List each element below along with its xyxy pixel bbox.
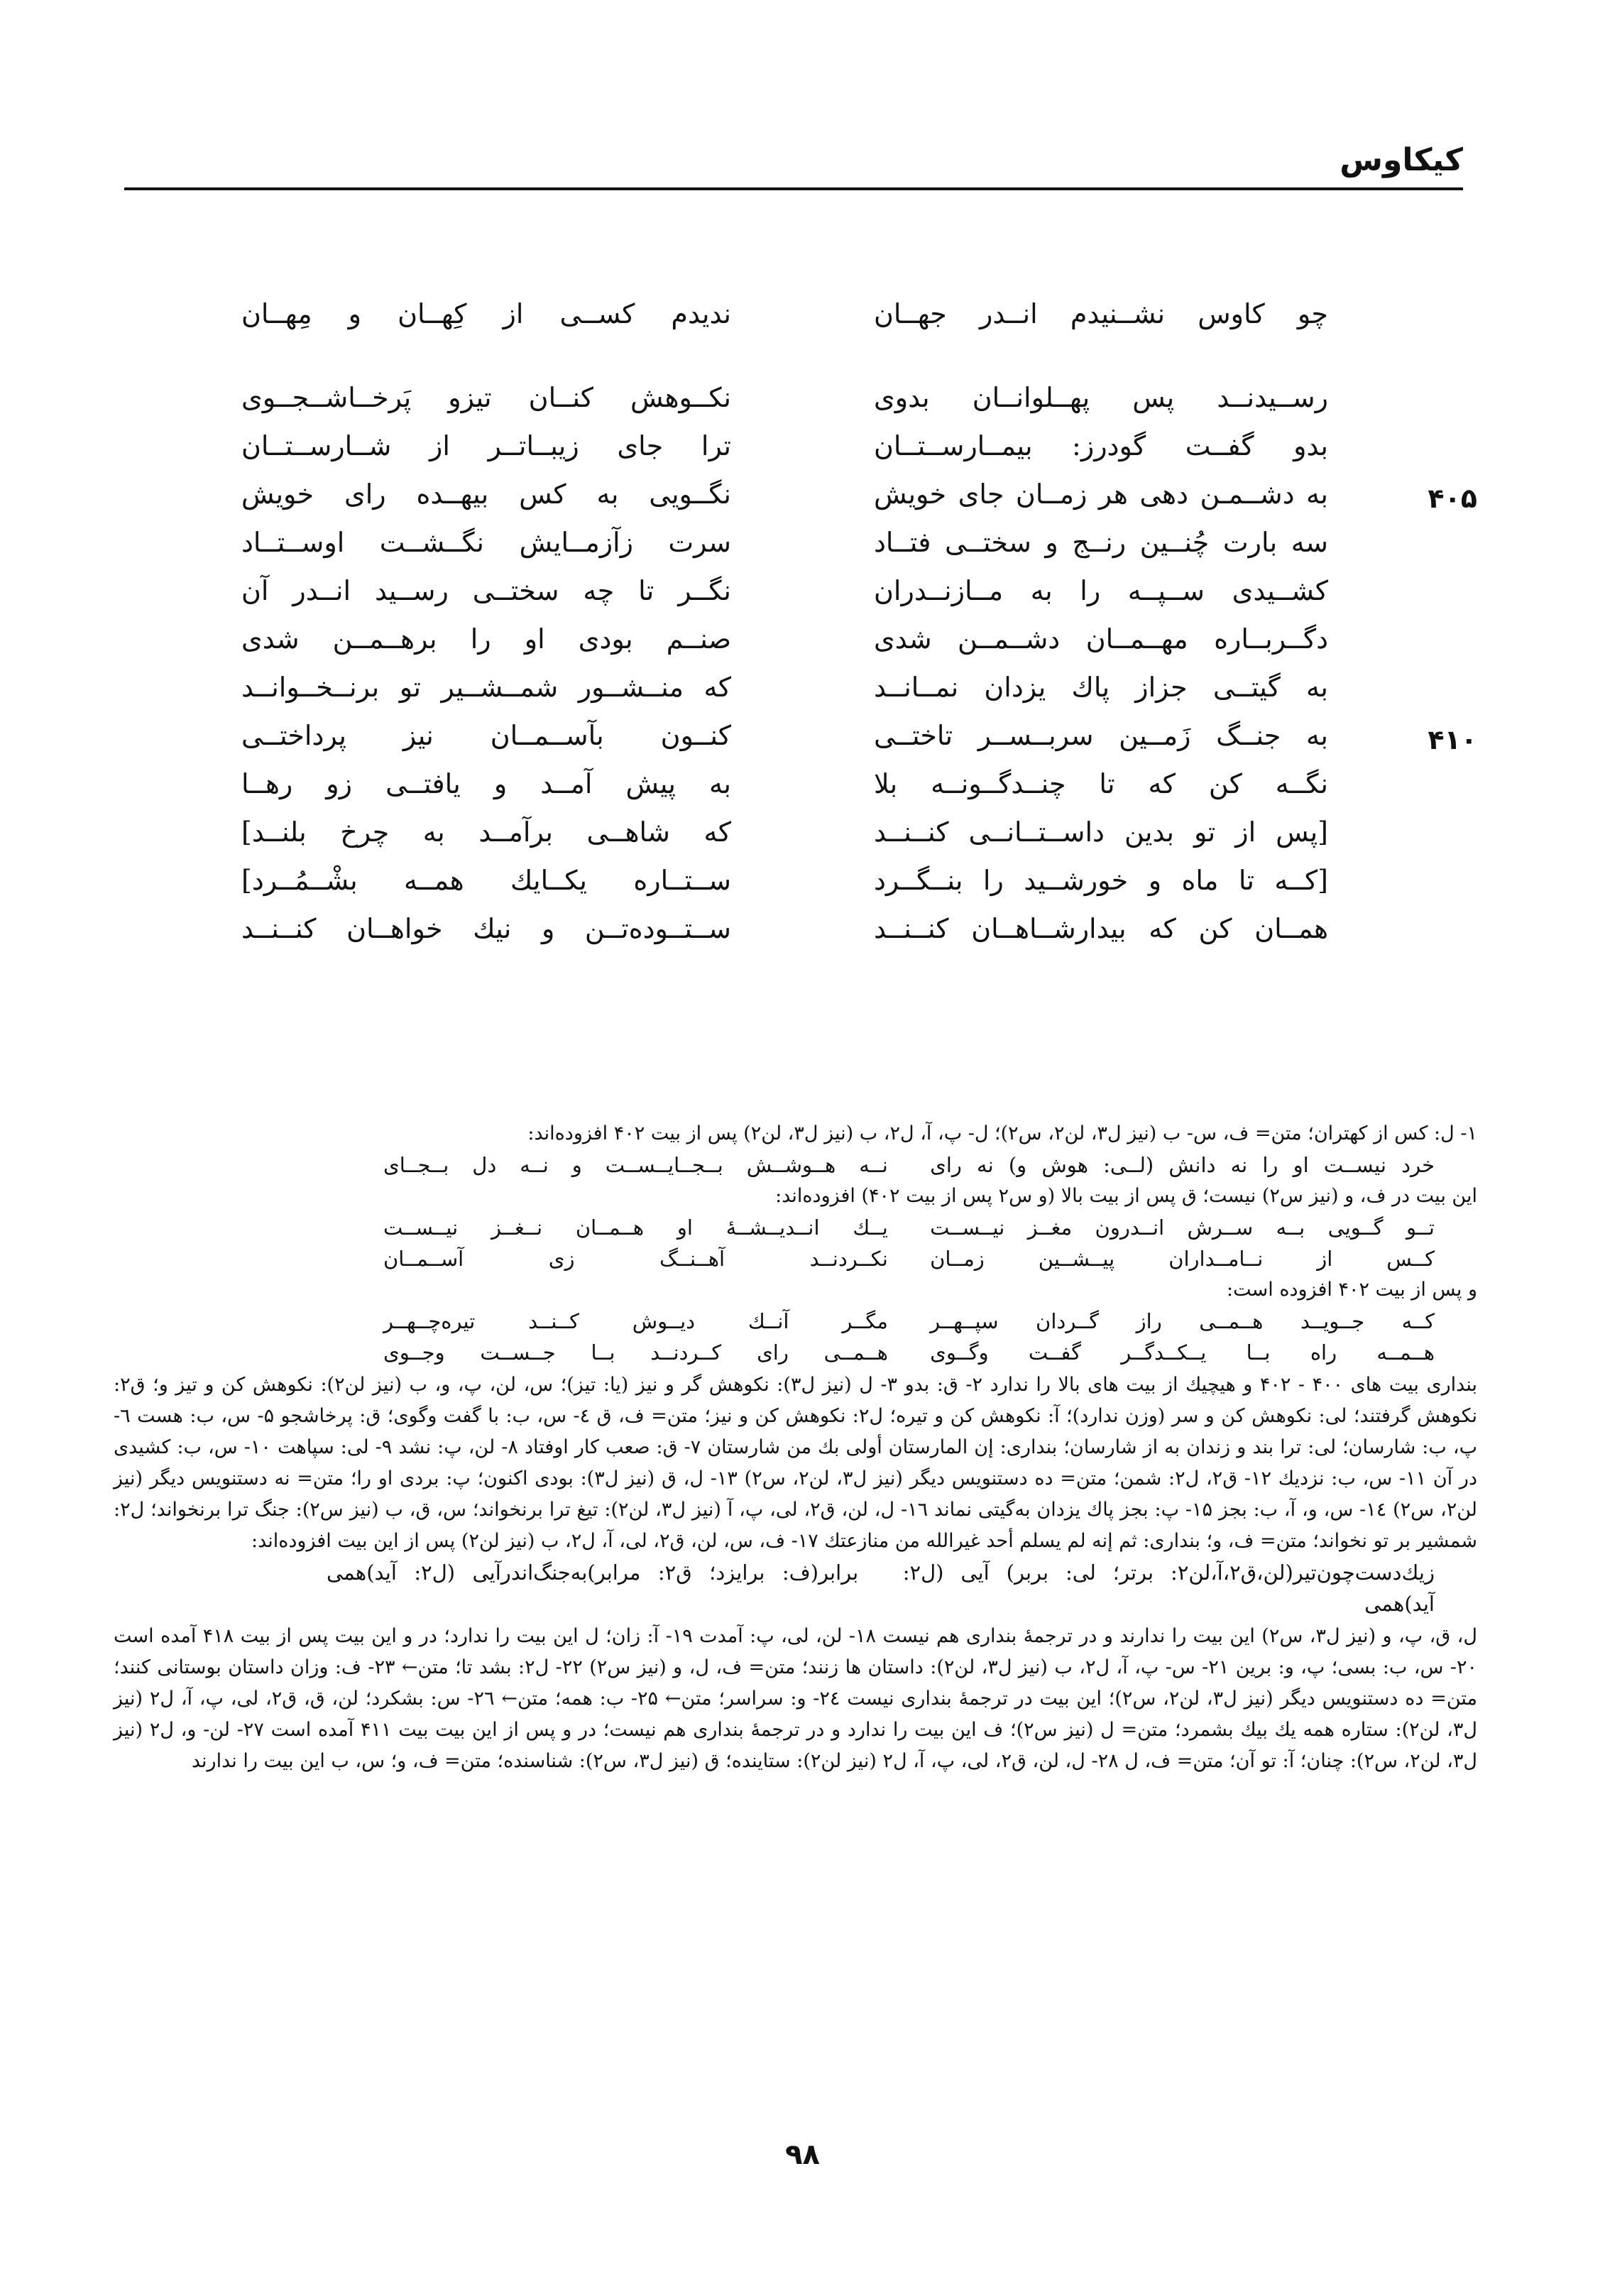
hemistich-first: [پس از تو بدین داســتــانــی کنــنــد <box>874 816 1328 848</box>
hemistich-second: نگــویی به کس بیهــده رای خویش <box>241 479 731 510</box>
footnote-1-intro: ۱- ل: کس از کهتران؛ متن= ف، س- ب (نیز ل۳، لن۲، س۲)؛ ل- پ، آ، ل۲، ب (نیز ل۳، لن۲) پس از بیت ۴۰۲ افزوده‌اند: <box>527 1122 1477 1144</box>
hemistich-first: به گیتــی جزاز پاك یزدان نمــانــد <box>874 672 1328 703</box>
footnote-hemistich: یــك انــدیــشــهٔ او هــمــان نــغــز نیــســت <box>383 1215 888 1240</box>
hemistich-first: نگــه کن که تا چنــدگــونــه بلا <box>874 768 1328 799</box>
verse-block <box>234 298 1477 961</box>
hemistich-first: همــان کن که بیدارشــاهــان کنــنــد <box>874 913 1328 944</box>
hemistich-second: کنــون بآســمــان نیز پرداختــی <box>241 720 731 751</box>
hemistich-second: که شاهــی برآمــد به چرخ بلنــد] <box>241 816 731 848</box>
verse-row <box>234 720 1477 768</box>
hemistich-first: کشــیدی ســپــه را به مــازنــدران <box>874 575 1328 606</box>
hemistich-second: نکــوهش کنــان تیزو پَرخــاشــجــوی <box>241 382 731 413</box>
verse-row <box>234 298 1477 346</box>
verse-row <box>234 865 1477 913</box>
footnote-couplet <box>383 1306 1477 1337</box>
page-number: ۹۸ <box>785 2138 820 2171</box>
hemistich-second: به پیش آمــد و یافتــی زو رهــا <box>241 768 731 799</box>
verse-row <box>234 623 1477 672</box>
hemistich-second: سرت زآزمــایش نگــشــت اوســتــاد <box>241 527 731 558</box>
footnote-couplet <box>383 1243 1477 1274</box>
verse-number: ۴۱۰ <box>1428 724 1477 755</box>
verse-row <box>234 479 1477 527</box>
hemistich-second: ســتــوده‌تــن و نیك خواهــان کنــنــد <box>241 913 731 944</box>
verse-row <box>234 575 1477 623</box>
footnote-couplet <box>383 1337 1477 1368</box>
hemistich-first: به جنــگ زَمــین سربــســر تاختــی <box>874 720 1328 751</box>
header-rule <box>124 187 1463 190</box>
footnote-1-c: و پس از بیت ۴۰۲ افزوده است: <box>1227 1279 1477 1301</box>
footnote-hemistich: خرد نیســت او را نه دانش (لــی: هوش و) نه رای <box>930 1153 1435 1177</box>
footnote-hemistich: کــس از نــامــداران پیــشــین زمــان <box>930 1247 1435 1271</box>
hemistich-second: ســتــاره یکــایك همــه بشْــمُــرد] <box>241 865 731 896</box>
footnote-paragraph: بنداری بیت های ۴۰۰ - ۴۰۲ و هیچیك از بیت های بالا را ندارد ۲- ق: بدو ۳- ل (نیز ل۳): نکوهش گر و نیز (یا: تیز)؛ س، لن، پ، و، ب (نیز لن۲): نکوهش کن و تیز و؛ ق۲: نکوهش گرفتند؛ لی: نکوهش کن و سر (وزن ندارد)؛ آ: نکوهش کن و تیره؛ ل۲: نکوهش کن و نیز؛ متن= ف، ق ٤- س، ب: با گفت وگوی؛ ق: پرخاشجو ۵- س، ب: هست ٦- پ، ب: شارسان؛ لی: ترا بند و زندان به از شارسان؛ بنداری: إن المارستان أولی بك من شارستان ۷- ق: صعب کار اوفتاد ۸- لن، پ: نشد ۹- لی: سپاهت ۱۰- س، ب: کشیدی در آن ۱۱- س، ب: نزدیك ۱۲- ق۲، ل۲: شمن؛ متن= ده دستنویس دیگر (نیز ل۳، لن۲، س۲) ۱۳- ل، ق (نیز ل۳): بودی اکنون؛ پ: بردی او را؛ متن= نه دستنویس دیگر (نیز لن۲، س۲) ١٤- س، و، آ، ب: بجز ۱۵- پ: بجز پاك یزدان به‌گیتی نماند ١٦- ل، لن، ق۲، لی، پ، آ (نیز ل۳، لن۲): تیغ ترا برنخواند؛ س، ق، ب (نیز س۲): جنگ ترا برنخواند؛ ل۲: شمشیر بر تو نخواند؛ متن= ف، و؛ بنداری: ثم إنه لم یسلم أحد غیرالله من منازعتك ۱۷- ف، س، لن، ق۲، لی، آ، ل۲، ب (نیز لن۲) پس از این بیت افزوده‌اند: <box>114 1374 1478 1552</box>
hemistich-first: به دشــمـن دهی هر زمــان جای خویش <box>874 479 1328 510</box>
verse-row <box>234 382 1477 430</box>
verse-row <box>234 672 1477 720</box>
verse-row <box>234 527 1477 575</box>
hemistich-first: [کــه تا ماه و خورشــید را بنــگــرد <box>874 865 1328 896</box>
hemistich-first: سه بارت چُنــین رنــج و سختــی فتــاد <box>874 527 1328 558</box>
verse-row <box>234 768 1477 816</box>
hemistich-first: رســیدنــد پس پهــلوانــان بدوی <box>874 382 1328 413</box>
hemistich-second: که منــشــور شمــشــیر تو برنــخــوانــد <box>241 672 731 703</box>
footnotes <box>114 1118 1477 1777</box>
footnote-hemistich: نکــردنــد آهــنــگ زی آســمــان <box>383 1247 888 1271</box>
verse-row <box>234 816 1477 865</box>
verse-number: ۴۰۵ <box>1428 483 1477 514</box>
footnote-hemistich: هــمــه راه بــا یــکــدگــر گفــت وگــوی <box>930 1340 1435 1365</box>
footnote-hemistich: کــه جــویــد هــمــی راز گــردان سپــهــر <box>930 1309 1435 1333</box>
hemistich-first: چو کاوس نشــنیدم انــدر جهــان <box>874 298 1328 329</box>
verse-row <box>234 913 1477 961</box>
footnote-1-b: این بیت در ف، و (نیز س۲) نیست؛ ق پس از بیت بالا (و س۲ پس از بیت ۴۰۲) افزوده‌اند: <box>775 1185 1477 1207</box>
hemistich-second: ندیدم کســی از کِهــان و مِهــان <box>241 298 731 329</box>
footnote-couplet <box>383 1149 1477 1181</box>
footnote-hemistich: مگــر آنــك دیــوش کــنــد تیره‌چــهــر <box>383 1309 888 1333</box>
hemistich-first: بدو گفــت گودرز: بیمــارســتــان <box>874 430 1328 461</box>
running-head-title: کیکاوس <box>1340 142 1463 178</box>
footnote-couplet <box>383 1212 1477 1243</box>
footnote-hemistich: برابر(ف: برایزد؛ ق۲: مرابر)به‌جنگ‌اندرآیی (ل۲: آید)همی <box>327 1560 859 1585</box>
hemistich-second: ترا جای زیبــاتــر از شــارســتــان <box>241 430 731 461</box>
hemistich-first: دگــربــاره مهــمــان دشــمــن شدی <box>874 623 1328 655</box>
verse-row <box>234 430 1477 479</box>
hemistich-second: نگــر تا چه سختــی رســید انــدر آن <box>241 575 731 606</box>
footnote-hemistich: نــه هــوشــش بــجــایــســت و نــه دل بــجــای <box>383 1153 888 1177</box>
hemistich-second: صنــم بودی او را برهــمــن شدی <box>241 623 731 655</box>
footnote-couplet <box>327 1557 1477 1619</box>
footnote-hemistich: هــمــی رای کــردنــد بــا جــســت وجــوی <box>383 1340 888 1365</box>
footnote-hemistich: تــو گــویی بــه ســرش انــدرون مغــز نیــســت <box>930 1215 1435 1240</box>
footnote-hemistich: زیك‌دست‌چون‌تیر(لن،ق۲،آ،لن۲: برتر؛ لی: بربر) آیی (ل۲: آید)همی <box>902 1560 1435 1616</box>
footnote-paragraph: ل، ق، پ، و (نیز ل۳، س۲) این بیت را ندارند و در ترجمهٔ بنداری هم نیست ۱۸- لن، لی، پ: آمدت ۱۹- آ: زان؛ ل این بیت را ندارد؛ در و این بیت پس از بیت ۴۱۸ آمده است ۲۰- س، ب: بسی؛ پ، و: برین ۲۱- س- پ، آ، ل۲، ب (نیز ل۳، لن۲): داستان ها زنند؛ متن= ف، ل، و (نیز س۲) ۲۲- ل۲: بشد تا؛ متن← ۲۳- ف: وزان داستان بوستانی کنند؛ متن= ده دستنویس دیگر (نیز ل۳، لن۲، س۲)؛ این بیت در ترجمهٔ بنداری نیست ٢٤- و: سراسر؛ متن← ۲۵- ب: همه؛ متن← ٢٦- س: بشکرد؛ لن، ق، ق۲، لی، پ، آ، ل۲ (نیز ل۳، لن۲): ستاره همه یك بیك بشمرد؛ متن= ل (نیز س۲)؛ ف این بیت را ندارد و در ترجمهٔ بنداری هم نیست؛ در و پس از این بیت بیت ۴۱۱ آمده است ۲۷- لن- و، ل۲ (نیز ل۳، لن۲، س۲): چنان؛ آ: تو آن؛ متن= ف، ل ۲۸- ل، لن، ق۲، لی، پ، آ، ل۲ (نیز لن۲): ستاینده؛ ق (نیز ل۳، س۲): شناسنده؛ متن= ف، و؛ س، ب این بیت را ندارند <box>114 1625 1478 1772</box>
